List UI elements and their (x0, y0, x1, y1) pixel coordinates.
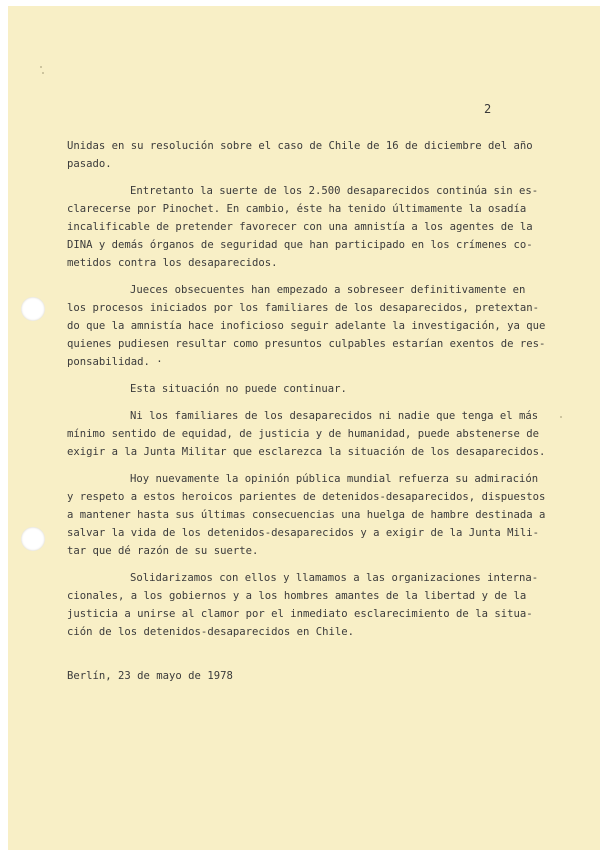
text-line: ponsabilidad. · (67, 356, 163, 368)
text-line: Jueces obsecuentes han empezado a sobreseer definitivamente en (130, 284, 526, 296)
text-line: Ni los familiares de los desaparecidos ni nadie que tenga el más (130, 410, 539, 422)
text-line: metidos contra los desaparecidos. (67, 257, 278, 269)
paragraph (67, 182, 543, 272)
page-number: 2 (484, 102, 492, 116)
paragraph-gap (67, 398, 543, 407)
text-line: a mantener hasta sus últimas consecuencias una huelga de hambre destinada a (67, 509, 546, 521)
text-line: Unidas en su resolución sobre el caso de Chile de 16 de diciembre del año (67, 140, 533, 152)
text-line: Entretanto la suerte de los 2.500 desaparecidos continúa sin es- (130, 185, 539, 197)
letter-body (67, 137, 546, 641)
text-line: DINA y demás órganos de seguridad que han participado en los crímenes co- (67, 239, 533, 251)
text-line: incalificable de pretender favorecer con una amnistía a los agentes de la (67, 221, 533, 233)
paragraph (67, 407, 546, 461)
paragraph-gap (67, 173, 543, 182)
text-line: salvar la vida de los detenidos-desaparecidos y a exigir de la Junta Mili- (67, 527, 539, 539)
text-line: ción de los detenidos-desaparecidos en Chile. (67, 626, 355, 638)
paragraph-gap (67, 371, 543, 380)
text-line: los procesos iniciados por los familiares de los desaparecidos, pretextan- (67, 302, 539, 314)
text-line: exigir a la Junta Militar que esclarezca la situación de los desaparecidos. (67, 446, 546, 458)
text-line: quienes pudiesen resultar como presuntos culpables estarían exentos de res- (67, 338, 546, 350)
place-and-date: Berlín, 23 de mayo de 1978 (67, 670, 233, 682)
text-line: y respeto a estos heroicos parientes de detenidos-desaparecidos, dispuestos (67, 491, 546, 503)
paragraph-gap (67, 461, 543, 470)
text-line: tar que dé razón de su suerte. (67, 545, 259, 557)
punch-hole-bottom (21, 527, 45, 551)
paragraph (67, 281, 546, 371)
punch-hole-top (21, 297, 45, 321)
text-line: mínimo sentido de equidad, de justicia y de humanidad, puede abstenerse de (67, 428, 539, 440)
paragraph (67, 137, 543, 173)
text-line: clarecerse por Pinochet. En cambio, éste ha tenido últimamente la osadía (67, 203, 527, 215)
text-line: pasado. (67, 158, 112, 170)
text-line: Solidarizamos con ellos y llamamos a las organizaciones interna- (130, 572, 539, 584)
paragraph-gap (67, 560, 543, 569)
paragraph (67, 380, 543, 398)
paragraph-gap (67, 272, 543, 281)
text-line: Hoy nuevamente la opinión pública mundial refuerza su admiración (130, 473, 539, 485)
paragraph (67, 470, 546, 560)
paper-speck (40, 66, 42, 68)
paper-speck (560, 416, 562, 418)
text-line: do que la amnistía hace inoficioso seguir adelante la investigación, ya que (67, 320, 546, 332)
document-page (8, 6, 600, 850)
paragraph (67, 569, 543, 641)
text-line: cionales, a los gobiernos y a los hombres amantes de la libertad y de la (67, 590, 527, 602)
paper-speck (42, 72, 44, 74)
text-line: Esta situación no puede continuar. (130, 383, 347, 395)
text-line: justicia a unirse al clamor por el inmediato esclarecimiento de la situa- (67, 608, 533, 620)
